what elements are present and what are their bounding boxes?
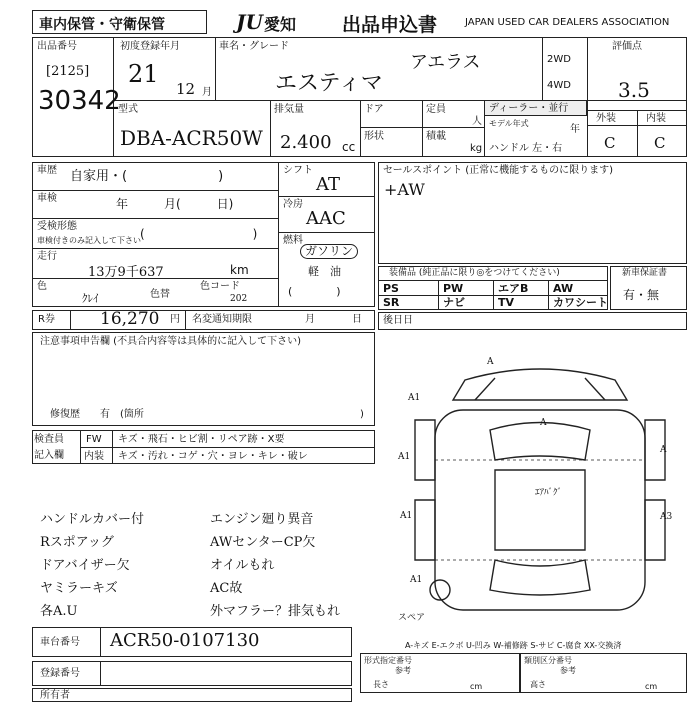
record-label: 記入欄 xyxy=(34,450,64,461)
lot-number-label: 出品番号 xyxy=(37,41,77,52)
r-ticket-unit: 円 xyxy=(170,314,180,325)
equipment-label: 装備品 (純正品に限り◎をつけてください) xyxy=(389,268,560,278)
damage-mark: A1 xyxy=(408,393,421,403)
fuel-other: ( ) xyxy=(288,285,341,298)
fuel-label: 燃料 xyxy=(283,235,303,246)
caution-label: 注意事項申告欄 (不具合内容等は具体的に記入して下さい) xyxy=(40,336,301,347)
evaluation-label: 評価点 xyxy=(612,41,642,52)
remark-line: 各A.U xyxy=(40,604,78,619)
lot-number: 30342 xyxy=(38,86,121,116)
model-code: DBA-ACR50W xyxy=(120,126,263,150)
sales-point-label: セールスポイント (正常に機能するものに限ります) xyxy=(383,165,614,176)
sales-point-value: +AW xyxy=(384,180,425,199)
mileage-value: 13万9千637 xyxy=(88,265,164,280)
mileage-unit: km xyxy=(230,263,249,277)
reg-label: 登録番号 xyxy=(40,668,80,679)
ju-logo-mark: JU xyxy=(236,10,263,34)
interior-label: 内装 xyxy=(646,113,666,124)
equipment-item: PS xyxy=(383,282,399,295)
car-grade: アエラス xyxy=(410,52,481,73)
warranty-value: 有・無 xyxy=(623,288,660,302)
interior-grade: C xyxy=(654,134,666,152)
spare-label: スペア xyxy=(398,613,426,623)
remark-line: ハンドルカバー付 xyxy=(40,512,145,527)
after-date-label: 後日日 xyxy=(383,315,413,326)
damage-mark: A3 xyxy=(660,512,673,522)
height-unit: cm xyxy=(645,682,658,691)
remark-line: AC故 xyxy=(210,581,243,596)
damage-legend: A-キズ E-エクボ U-凹み W-補修跡 S-サビ C-腐食 XX-交換済 xyxy=(405,641,622,650)
displacement-value: 2.400 xyxy=(280,132,332,153)
damage-mark: A xyxy=(540,418,547,428)
damage-mark: A1 xyxy=(398,452,411,462)
remark-line: AWセンターCP欠 xyxy=(210,535,316,550)
first-reg-month: 12 xyxy=(176,80,196,98)
color-change-label: 色替 xyxy=(150,289,170,300)
fuel-diesel: 軽 油 xyxy=(308,265,341,278)
form-title: 出品申込書 xyxy=(342,14,438,36)
exterior-label: 外装 xyxy=(596,113,616,124)
model-year-unit: 年 xyxy=(570,124,580,135)
load-unit: kg xyxy=(470,143,483,154)
interior-items: キズ・汚れ・コゲ・穴・ヨレ・キレ・破レ xyxy=(118,451,308,462)
shift-value: AT xyxy=(316,174,341,195)
damage-mark: ｴｱﾊﾞｸﾞ xyxy=(535,488,563,498)
warranty-label: 新車保証書 xyxy=(622,268,668,278)
after-date-box xyxy=(378,312,687,330)
first-reg-month-unit: 月 xyxy=(202,87,212,98)
remark-line: 外マフラー？排気もれ xyxy=(210,604,341,619)
door-label: ドア xyxy=(364,104,384,115)
remark-line: ヤミラーキズ xyxy=(40,581,118,596)
damage-mark: A1 xyxy=(410,575,423,585)
history-label: 車歴 xyxy=(37,165,57,176)
load-label: 積載 xyxy=(426,131,446,142)
shift-label: シフト xyxy=(283,165,313,176)
equipment-item: TV xyxy=(498,296,515,309)
drive-4wd: 4WD xyxy=(547,80,571,91)
length-label: 長さ xyxy=(373,680,389,689)
color-label: 色 xyxy=(37,281,47,292)
first-reg-year: 21 xyxy=(128,60,159,88)
displacement-label: 排気量 xyxy=(274,104,304,115)
damage-mark: A xyxy=(660,445,667,455)
first-reg-label: 初度登録年月 xyxy=(120,41,180,52)
displacement-unit: cc xyxy=(342,140,356,154)
expiry-label: 名変通知期限 xyxy=(192,314,252,325)
car-name: エスティマ xyxy=(275,71,383,96)
capacity-unit: 人 xyxy=(472,116,482,127)
fuel-gas: ガソリン xyxy=(300,244,358,259)
height-label: 高さ xyxy=(530,680,546,689)
expiry-month: 月 xyxy=(305,314,315,325)
length-unit: cm xyxy=(470,682,483,691)
type-ref-label: 参考 xyxy=(395,666,411,675)
inspector-label: 検査員 xyxy=(34,434,64,445)
color-value: ｸﾚｲ xyxy=(82,292,99,305)
ac-label: 冷房 xyxy=(283,199,303,210)
drive-2wd: 2WD xyxy=(547,54,571,65)
ju-logo-brand: 愛知 xyxy=(264,15,297,34)
category-ref-label: 参考 xyxy=(560,666,576,675)
ac-value: AAC xyxy=(306,208,346,229)
shaken-label: 車検 xyxy=(37,193,57,204)
consign-label: 受検形態 xyxy=(37,221,77,232)
color-code-value: 202 xyxy=(230,294,248,304)
model-year-label: モデル年式 xyxy=(489,119,529,128)
damage-mark: A xyxy=(487,357,494,367)
handle-label: ハンドル 左・右 xyxy=(489,143,563,154)
fw-items: キズ・飛石・ヒビ割・リペア跡・X要 xyxy=(118,434,285,445)
owner-label: 所有者 xyxy=(40,690,70,701)
association-name: JAPAN USED CAR DEALERS ASSOCIATION xyxy=(465,17,670,28)
remark-line: Rスポアッグ xyxy=(40,535,114,550)
repair-close: ) xyxy=(360,409,364,420)
storage-badge-text: 車内保管・守衛保管 xyxy=(39,17,165,33)
remark-line: オイルもれ xyxy=(210,558,275,573)
storage-badge xyxy=(32,10,207,34)
fw-label: FW xyxy=(86,434,102,445)
chassis-label: 車台番号 xyxy=(40,637,80,648)
equipment-item: SR xyxy=(383,296,400,309)
r-ticket-label: R券 xyxy=(38,314,55,325)
ju-logo xyxy=(236,10,296,34)
equipment-item: PW xyxy=(443,282,464,295)
reg-row xyxy=(32,661,352,686)
r-ticket-value: 16,270 xyxy=(100,309,160,329)
remark-line: エンジン廻り異音 xyxy=(210,512,314,527)
lot-code: [2125] xyxy=(46,64,90,79)
equipment-item: AW xyxy=(553,282,574,295)
model-label: 型式 xyxy=(118,104,138,115)
consign-value: ( ) xyxy=(140,227,258,241)
damage-mark: A1 xyxy=(400,511,413,521)
exterior-grade: C xyxy=(604,134,616,152)
shaken-value: 年 月( 日) xyxy=(116,197,234,211)
equipment-item: ナビ xyxy=(443,296,465,309)
sales-point-box xyxy=(378,162,687,264)
capacity-label: 定員 xyxy=(426,104,446,115)
consign-note: 車検付きのみ記入して下さい xyxy=(37,236,141,245)
car-name-label: 車名・グレード xyxy=(219,41,289,52)
repair-label: 修復歴 有 (箇所 xyxy=(50,409,144,420)
dealer-label: ディーラー・並行 xyxy=(489,103,569,114)
evaluation-score: 3.5 xyxy=(618,78,650,102)
interior-row-label: 内装 xyxy=(84,451,104,462)
mileage-label: 走行 xyxy=(37,251,57,262)
expiry-day: 日 xyxy=(352,314,362,325)
equipment-item: エアB xyxy=(498,282,529,295)
history-value: 自家用・( ) xyxy=(70,169,224,184)
equipment-item: カワシート xyxy=(553,296,608,309)
remark-line: ドアバイザー欠 xyxy=(40,558,130,573)
shape-label: 形状 xyxy=(364,131,384,142)
dealer-label-cell xyxy=(484,100,587,116)
type-designation-label: 形式指定番号 xyxy=(364,656,412,665)
category-label: 類別区分番号 xyxy=(524,656,572,665)
chassis-value: ACR50-0107130 xyxy=(110,630,260,651)
color-code-label: 色コード xyxy=(200,281,240,292)
